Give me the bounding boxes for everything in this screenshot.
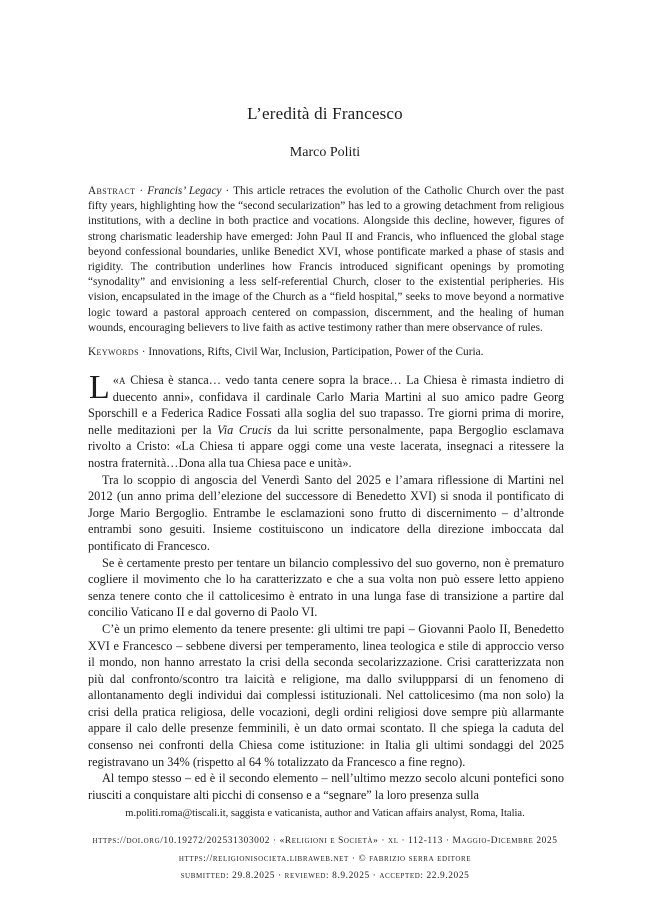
abstract — [88, 184, 564, 336]
submission-dates-line: submitted: 29.8.2025 · reviewed: 8.9.2025 · accepted: 22.9.2025 — [180, 871, 470, 881]
keywords — [88, 345, 564, 360]
article-author: Marco Politi — [289, 145, 361, 160]
doi-line: https://doi.org/10.19272/202531303002 · «Religioni e Società» · xl · 112-113 · Maggio-Dicembre 2025 — [92, 836, 558, 846]
drop-cap: L — [89, 369, 110, 406]
paragraph-1-text-a: Chiesa è stanca… vedo tanta cenere sopra la brace… La Chiesa è rimasta indietro di duecento anni», confidava il cardinale Carlo Maria Martini al suo amico padre Georg Sporschill e a Federica Radice Fossati alla soglia del suo trapasso. Tre giorni prima di morire, nelle meditazioni per la — [88, 373, 564, 437]
article-body — [88, 369, 564, 803]
abstract-separator: · — [135, 185, 148, 197]
abstract-label: Abstract — [88, 185, 136, 197]
keywords-text: Innovations, Rifts, Civil War, Inclusion, Participation, Power of the Curia. — [148, 346, 484, 358]
paragraph-1 — [88, 369, 564, 472]
abstract-text: This article retraces the evolution of the Catholic Church over the past fifty years, highlighting how the “second secularization” has led to a growing detachment from religious institutions, with a decline in both practice and vocations. Alongside this decline, however, figures of strong charismatic leadership have emerged: John Paul II and Francis, who influenced the global stage beyond confessional boundaries, unlike Benedict XVI, whose pontificate marked a phase of stasis and rigidity. The contribution underlines how Francis introduced significant openings by promoting “synodality” and envisioning a less self-referential Church, closer to the existential peripheries. His vision, encapsulated in the image of the Church as a “field hospital,” seeks to move beyond a normative logic toward a pastoral approach centered on compassion, discernment, and the healing of human wounds, encouraging believers to live faith as active testimony rather than mere observance of rules. — [88, 185, 564, 334]
paragraph-1-text-b: da lui scritte personalmente, papa Bergoglio esclamava rivolto a Cristo: «La Chiesa ti appare oggi come una veste lacerata, insegnaci a ritessere la nostra fraternità…Dona alla tua Chiesa pace e unità». — [88, 422, 564, 470]
opening-quote: « — [112, 373, 119, 387]
paragraph-3: Se è certamente presto per tentare un bilancio complessivo del suo governo, non è prematuro cogliere il movimento che lo ha caratterizzato e che a sua volta non può essere letto appieno senza tenere conto che il cattolicesimo è entrato in una lunga fase di transizione a partire dal concilio Vaticano II e dal governo di Paolo VI. — [88, 555, 564, 620]
abstract-separator-2: · — [221, 185, 234, 197]
author-footnote: m.politi.roma@tiscali.it, saggista e vaticanista, author and Vatican affairs analyst, Roma, Italia. — [125, 808, 525, 819]
paragraph-5: Al tempo stesso – ed è il secondo elemento – nell’ultimo mezzo secolo alcuni pontefici sono riusciti a conquistare alti picchi di consenso e a “segnare” la loro presenza sulla — [88, 771, 564, 802]
via-crucis-italic: Via Crucis — [217, 422, 272, 437]
first-word-smallcaps: a — [118, 373, 126, 387]
article-title: L’eredità di Francesco — [247, 104, 403, 123]
paragraph-2: Tra lo scoppio di angoscia del Venerdì Santo del 2025 e l’amara riflessione di Martini nel 2012 (un anno prima dell’elezione del successore di Benedetto XVI) si snoda il pontificato di Jorge Mario Bergoglio. Entrambe le esclamazioni sono frutto di discernimento – d’altronde entrambi sono gesuiti. Insieme costituiscono un indicatore della direzione imboccata dal pontificato di Francesco. — [88, 472, 564, 553]
publisher-line: https://religionisocieta.libraweb.net · © fabrizio serra editore — [178, 854, 472, 864]
paragraph-4: C’è un primo elemento da tenere presente: gli ultimi tre papi – Giovanni Paolo II, Benedetto XVI e Francesco – sebbene diversi per temperamento, linea teologica e stile di approccio verso il mondo, non hanno arrestato la crisi della seconda secolarizzazione. Crisi caratterizzata non più dal confronto/scontro tra laicità e religione, ma dallo sviluppparsi di un fenomeno di allontanamento degli individui dai complessi istituzionali. Nel cattolicesimo (ma non solo) la crisi della pratica religiosa, delle vocazioni, degli ordini religiosi dove sempre più allarmante appare il calo delle presenze femminili, è un dato ormai scontato. Il che spiega la caduta del consenso nei confronti della Chiesa come istituzione: in Italia gli ultimi sondaggi del 2025 registravano un 34% (rispetto al 64 % totalizzato da Francesco a fine regno). — [88, 621, 564, 769]
abstract-english-title: Francis’ Legacy — [147, 185, 222, 197]
keywords-label: Keywords — [88, 346, 139, 358]
keywords-separator: · — [138, 346, 149, 358]
